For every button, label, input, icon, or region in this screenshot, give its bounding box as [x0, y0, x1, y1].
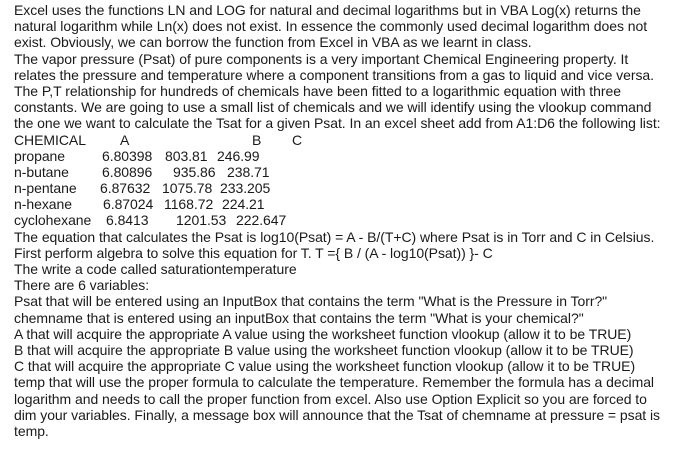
header-b: B — [252, 131, 262, 148]
cell-a: 6.87632 — [100, 180, 151, 197]
text-line: First perform algebra to solve this equation for T. T ={ B / (A - log10(Psat)) }- C — [14, 244, 493, 261]
header-chemical: CHEMICAL — [14, 131, 86, 148]
cell-chemical: n-hexane — [14, 196, 72, 213]
chemical-table — [14, 132, 694, 229]
cell-b: 1201.53 — [176, 212, 227, 229]
instructions-paragraph — [14, 229, 694, 439]
cell-c: 246.99 — [217, 147, 260, 164]
table-header-row — [14, 132, 694, 148]
cell-c: 238.71 — [227, 163, 270, 180]
cell-b: 1075.78 — [162, 180, 213, 197]
cell-c: 222.647 — [236, 212, 287, 229]
text-line: B that will acquire the appropriate B value using the worksheet function vlookup (allow it to be TRUE) — [14, 341, 634, 358]
text-line: exist. Obviously, we can borrow the function from Excel in VBA as we learnt in class. — [14, 34, 532, 51]
text-line: The equation that calculates the Psat is log10(Psat) = A - B/(T+C) where Psat is in Torr and C in Celsius. — [14, 228, 655, 245]
table-row — [14, 164, 694, 180]
text-line: logarithm and needs to call the proper function from excel. Also use Option Explicit so you are forced to — [14, 390, 647, 407]
cell-b: 803.81 — [165, 147, 208, 164]
text-line: A that will acquire the appropriate A value using the worksheet function vlookup (allow it to be TRUE) — [14, 325, 632, 342]
table-row — [14, 148, 694, 164]
table-row — [14, 196, 694, 212]
text-line: relates the pressure and temperature where a component transitions from a gas to liquid and vice versa. — [14, 66, 654, 83]
text-line: constants. We are going to use a small list of chemicals and we will identify using the vlookup command — [14, 99, 652, 116]
text-line: dim your variables. Finally, a message box will announce that the Tsat of chemname at pressure = psat is — [14, 406, 660, 423]
text-line: The write a code called saturationtemperature — [14, 261, 297, 277]
text-line: The vapor pressure (Psat) of pure components is a very important Chemical Engineering property. It — [14, 50, 629, 67]
text-line: Psat that will be entered using an InputBox that contains the term "What is the Pressure in Torr?" — [14, 293, 608, 310]
cell-chemical: n-pentane — [14, 180, 77, 197]
cell-chemical: n-butane — [14, 163, 69, 180]
intro-paragraph — [14, 2, 694, 132]
cell-chemical: cyclohexane — [14, 212, 92, 229]
text-line: Excel uses the functions LN and LOG for natural and decimal logarithms but in VBA Log(x) returns the — [14, 2, 641, 18]
text-line: There are 6 variables: — [14, 277, 150, 294]
table-row — [14, 180, 694, 196]
text-line: The P,T relationship for hundreds of chemicals have been fitted to a logarithmic equation with three — [14, 82, 621, 99]
table-row — [14, 212, 694, 228]
cell-c: 224.21 — [222, 196, 265, 213]
header-a: A — [120, 131, 130, 148]
cell-a: 6.80398 — [102, 147, 153, 164]
text-line: the one we want to calculate the Tsat for a given Psat. In an excel sheet add from A1:D6 the following list: — [14, 115, 661, 132]
cell-a: 6.87024 — [103, 196, 154, 213]
cell-a: 6.80896 — [102, 163, 153, 180]
cell-chemical: propane — [14, 147, 66, 164]
text-line: natural logarithm while Ln(x) does not exist. In essence the commonly used decimal logarithm does not — [14, 18, 648, 35]
text-line: chemname that is entered using an inputBox that contains the term "What is your chemical?" — [14, 309, 584, 326]
text-line: C that will acquire the appropriate C value using the worksheet function vlookup (allow it to be TRUE) — [14, 358, 636, 375]
text-line: temp that will use the proper formula to calculate the temperature. Remember the formula has a decimal — [14, 374, 654, 391]
text-line: temp. — [14, 422, 49, 439]
header-c: C — [292, 131, 303, 148]
cell-c: 233.205 — [220, 180, 271, 197]
cell-a: 6.8413 — [106, 212, 149, 229]
cell-b: 935.86 — [173, 163, 216, 180]
cell-b: 1168.72 — [164, 196, 214, 213]
